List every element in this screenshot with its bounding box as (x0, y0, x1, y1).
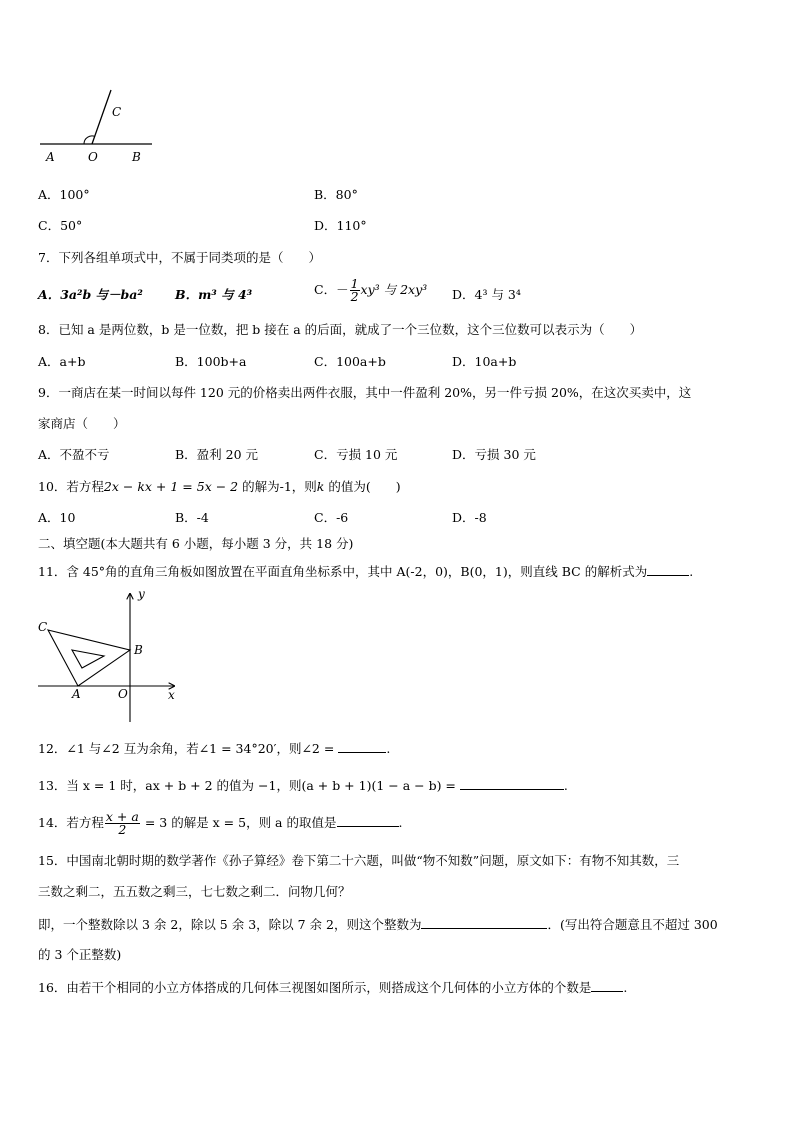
point-label-c: C (38, 620, 48, 634)
q14-mid: = 3 的解是 x = 5，则 a 的取值是 (140, 815, 337, 830)
q6-option-d: D．110° (314, 218, 367, 233)
q14-prefix: 14．若方程 (38, 815, 104, 830)
q10-suffix: 的值为( ) (324, 479, 401, 494)
point-label-a: A (72, 687, 81, 701)
q14-blank[interactable] (337, 814, 399, 827)
q16-stem (38, 979, 627, 996)
q8-option-c: C．100a+b (314, 354, 386, 369)
q16-blank[interactable] (591, 979, 623, 992)
q10-option-d: D．-8 (452, 510, 487, 525)
q13-end: . (563, 778, 568, 793)
coordinate-figure (34, 586, 184, 726)
q15-line2: 三数之剩二，五五数之剩三，七七数之剩二．问物几何？ (38, 884, 351, 899)
q14-den: 2 (118, 822, 127, 837)
q15-line3-prefix: 即，一个整数除以 3 余 2，除以 5 余 3，除以 7 余 2，则这个整数为 (38, 917, 422, 932)
triangle-outer (48, 630, 130, 686)
q9-option-a: A．不盈不亏 (38, 447, 110, 462)
q14-stem (38, 810, 402, 836)
label-b: B (132, 150, 141, 164)
q15-line3-suffix: ．(写出符合题意且不超过 300 (547, 917, 718, 932)
q7-option-a: A．3a²b 与－ba² (38, 287, 143, 302)
q10-option-b: B．-4 (175, 510, 209, 525)
point-label-o: O (118, 687, 128, 701)
q7-c-num: 1 (350, 276, 359, 291)
q6-option-b: B．80° (314, 187, 358, 202)
q12-blank[interactable] (338, 740, 386, 753)
q7-c-prefix: C．－ (314, 282, 349, 297)
q8-option-a: A．a+b (38, 354, 86, 369)
q12-stem (38, 740, 390, 757)
q8-option-d: D．10a+b (452, 354, 517, 369)
q10-option-c: C．-6 (314, 510, 349, 525)
label-c: C (112, 105, 122, 119)
q7-c-den: 2 (350, 289, 359, 304)
section-heading: 二、填空题(本大题共有 6 小题，每小题 3 分，共 18 分) (38, 536, 354, 551)
q7-c-fraction (350, 278, 360, 303)
q10-prefix: 10．若方程 (38, 479, 104, 494)
label-a: A (46, 150, 55, 164)
q13-blank[interactable] (460, 777, 564, 790)
q11-blank[interactable] (647, 563, 689, 576)
q15-line3 (38, 916, 718, 933)
q16-text: 16．由若干个相同的小立方体搭成的几何体三视图如图所示，则搭成这个几何体的小立方体的个数是 (38, 980, 592, 995)
angle-figure (36, 86, 166, 168)
q7-option-c (314, 278, 427, 303)
q7-option-b: B．m³ 与 4³ (175, 287, 253, 302)
q12-text: 12．∠1 与∠2 互为余角，若∠1 = 34°20′，则∠2 = (38, 741, 339, 756)
q13-text: 13．当 x = 1 时，ax + b + 2 的值为 −1，则(a + b + 1)(1 − a − b) = (38, 778, 460, 793)
q7-c-suffix: xy³ 与 2xy³ (360, 282, 428, 297)
q9-option-b: B．盈利 20 元 (175, 447, 259, 462)
q10-mid: 的解为-1，则 (238, 479, 317, 494)
q8-stem: 8．已知 a 是两位数，b 是一位数，把 b 接在 a 的后面，就成了一个三位数，这个三位数可以表示为（ ） (38, 322, 643, 337)
q7-option-d: D．4³ 与 3⁴ (452, 287, 521, 302)
q15-line1: 15．中国南北朝时期的数学著作《孙子算经》卷下第二十六题，叫做“物不知数”问题，原文如下：有物不知其数，三 (38, 853, 680, 868)
q11-text: 11．含 45°角的直角三角板如图放置在平面直角坐标系中，其中 A(-2，0)，B(0，1)，则直线 BC 的解析式为 (38, 564, 648, 579)
q6-option-c: C．50° (38, 218, 83, 233)
triangle-inner (72, 650, 104, 668)
q15-blank[interactable] (421, 916, 547, 929)
q8-option-b: B．100b+a (175, 354, 247, 369)
q9-option-d: D．亏损 30 元 (452, 447, 536, 462)
label-o: O (88, 150, 98, 164)
q10-stem (38, 479, 401, 495)
q14-num: x + a (105, 809, 139, 824)
q9-stem-line2: 家商店（ ） (38, 416, 126, 431)
q13-stem (38, 777, 568, 794)
q12-end: . (386, 741, 391, 756)
axis-label-y: y (138, 587, 145, 601)
q6-option-a: A．100° (38, 187, 90, 202)
q7-stem: 7．下列各组单项式中，不属于同类项的是（ ） (38, 250, 321, 265)
q10-equation: 2x − kx + 1 = 5x − 2 (103, 479, 239, 494)
q11-end: . (689, 564, 694, 579)
ray-oc (92, 90, 111, 144)
q16-end: . (623, 980, 628, 995)
q15-line4: 的 3 个正整数) (38, 947, 122, 962)
point-label-b: B (134, 643, 143, 657)
axis-label-x: x (168, 688, 175, 702)
q14-end: . (398, 815, 403, 830)
q10-var: k (316, 479, 325, 494)
q10-option-a: A．10 (38, 510, 76, 525)
q14-fraction (105, 811, 140, 836)
q9-stem-line1: 9．一商店在某一时间以每件 120 元的价格卖出两件衣服，其中一件盈利 20%，另一件亏损 20%，在这次买卖中，这 (38, 385, 692, 400)
q9-option-c: C．亏损 10 元 (314, 447, 398, 462)
q11-stem (38, 563, 693, 580)
